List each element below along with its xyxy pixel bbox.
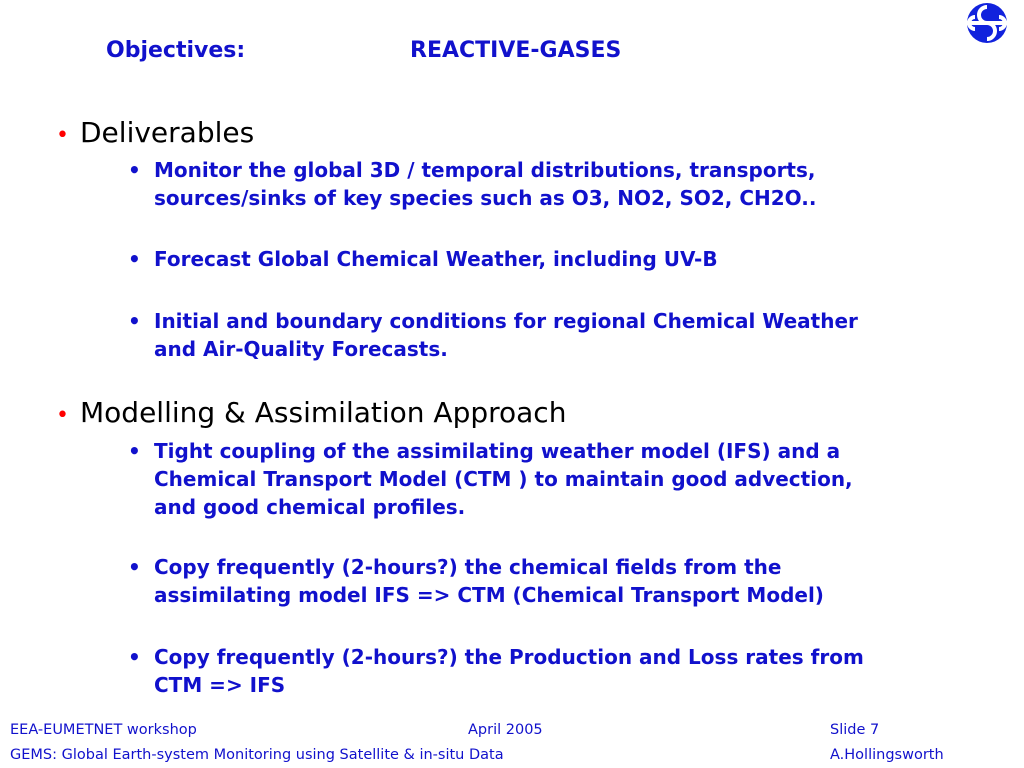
heading-text: Modelling & Assimilation Approach — [80, 396, 567, 429]
list-item-text: Forecast Global Chemical Weather, including UV-B — [154, 247, 718, 271]
heading-deliverables — [56, 116, 996, 149]
list-item — [128, 553, 958, 609]
list-item — [128, 437, 958, 521]
section-modelling — [56, 396, 996, 429]
bullet-icon: • — [128, 309, 141, 333]
footer-workshop: EEA-EUMETNET workshop — [10, 722, 197, 738]
bullet-icon: • — [128, 158, 141, 182]
title-topic: REACTIVE-GASES — [410, 38, 622, 63]
list-item-text: Copy frequently (2-hours?) the chemical fields from the assimilating model IFS => CTM (Chemical Transport Model) — [154, 555, 824, 607]
list-item-text: Copy frequently (2-hours?) the Production and Loss rates from CTM => IFS — [154, 645, 864, 697]
ecmwf-logo-icon — [962, 1, 1012, 45]
list-item — [128, 307, 958, 363]
list-item-text: Initial and boundary conditions for regional Chemical Weather and Air-Quality Forecasts. — [154, 309, 858, 361]
bullet-icon: • — [128, 439, 141, 463]
bullet-icon: • — [128, 555, 141, 579]
list-item — [128, 245, 958, 273]
bullet-icon: • — [128, 645, 141, 669]
footer-project: GEMS: Global Earth-system Monitoring using Satellite & in-situ Data — [10, 747, 504, 763]
list-item — [128, 156, 958, 212]
bullet-icon: • — [56, 123, 69, 148]
heading-modelling — [56, 396, 996, 429]
bullet-icon: • — [128, 247, 141, 271]
footer-author: A.Hollingsworth — [830, 747, 944, 763]
heading-text: Deliverables — [80, 116, 255, 149]
list-item — [128, 643, 958, 699]
footer-date: April 2005 — [468, 722, 543, 738]
list-item-text: Tight coupling of the assimilating weather model (IFS) and a Chemical Transport Model (CTM ) to maintain good advection, and good chemical profiles. — [154, 439, 853, 519]
title-objectives: Objectives: — [106, 38, 246, 63]
section-deliverables — [56, 116, 996, 149]
list-item-text: Monitor the global 3D / temporal distributions, transports, sources/sinks of key species such as O3, NO2, SO2, CH2O.. — [154, 158, 817, 210]
footer-slide-number: Slide 7 — [830, 722, 880, 738]
bullet-icon: • — [56, 403, 69, 428]
